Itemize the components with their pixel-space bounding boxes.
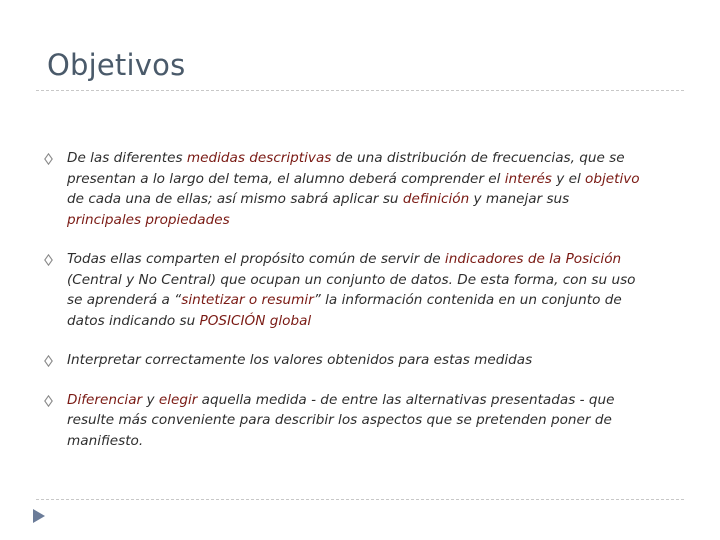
bullet-item [44,249,644,331]
bullet-item [44,148,644,230]
highlighted-term: sintetizar o resumir [181,292,314,308]
bullet-text: y manejar sus [469,191,570,207]
diamond-bullet-icon [44,153,53,165]
highlighted-term: interés [504,170,552,187]
diamond-bullet-icon [44,254,53,266]
diamond-bullet-icon [44,395,53,407]
bullet-item [44,350,644,371]
highlighted-term: objetivo [585,170,640,187]
bullet-text: Todas ellas comparten el propósito común de servir de [67,251,445,267]
next-slide-arrow-icon[interactable] [32,508,46,524]
bullet-text: aquella medida - de entre las alternativas presentadas - que resulte más conveniente para describir los aspectos que se pretenden poner de manifiesto [67,391,615,449]
bullet-text: y el [551,170,586,187]
title-divider [36,90,684,91]
highlighted-term: medidas descriptivas [186,150,332,166]
bullet-text: De las diferentes [67,150,187,166]
slide-title: Objetivos [47,48,186,82]
bullet-text: de cada una de ellas; así mismo sabrá aplicar su [67,191,403,207]
bullet-item [44,390,644,452]
bullet-text: ” la información contenida en un conjunto de datos indicando su [67,292,622,329]
highlighted-term: elegir [158,391,198,408]
highlighted-term: definición [402,191,470,207]
bullet-text: de una distribución de frecuencias, que se presentan a lo largo del tema, el alumno deberá comprender el [67,150,625,187]
highlighted-term: principales propiedades [67,211,230,228]
highlighted-term: indicadores de la Posición [444,251,622,267]
diamond-bullet-icon [44,355,53,367]
bullet-text: y [142,391,159,408]
bullet-text: . [138,432,144,449]
highlighted-term: Diferenciar [67,391,143,408]
bullet-text: Interpretar correctamente los valores obtenidos para estas medidas [67,352,533,368]
bullet-list [44,148,644,451]
highlighted-term: POSICIÓN global [199,312,312,329]
footer-divider [36,499,684,500]
bullet-text: (Central y No Central) que ocupan un conjunto de datos. De esta forma, con su uso se aprenderá a “ [67,271,636,308]
